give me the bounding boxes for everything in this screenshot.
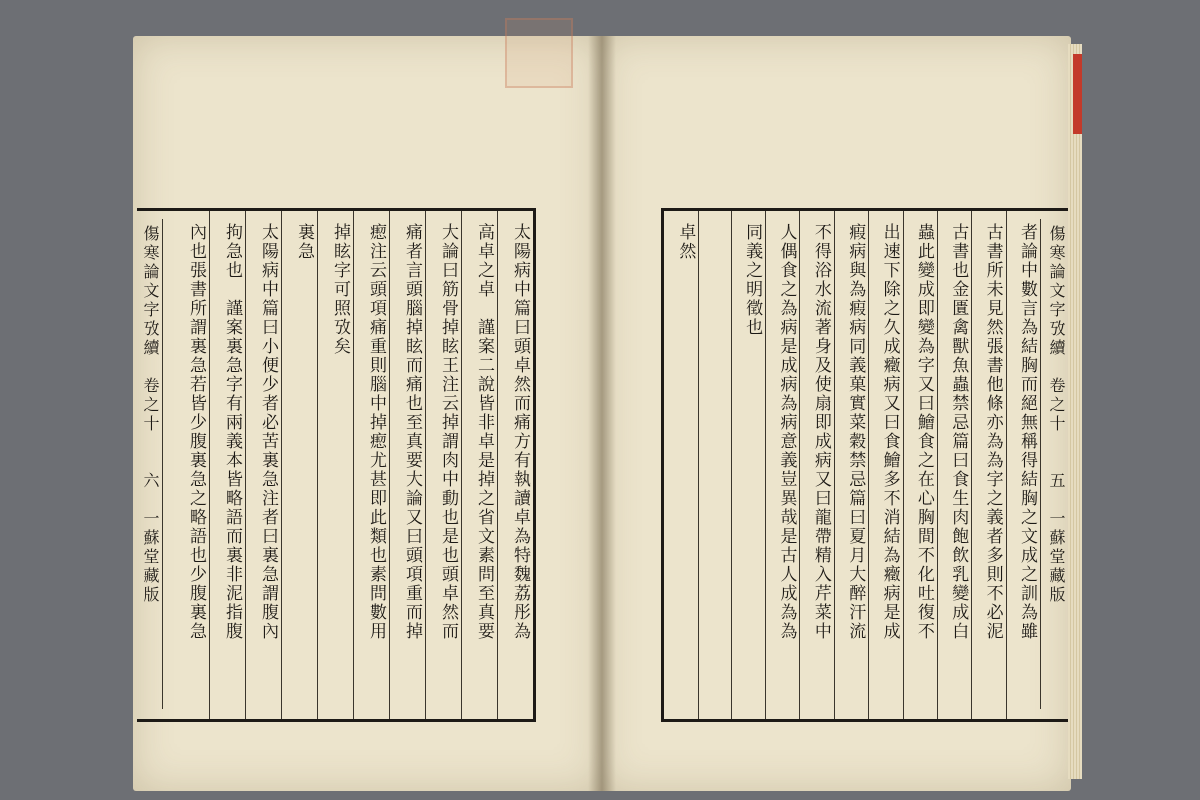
text-column <box>698 211 730 719</box>
text-column: 古書也金匱禽獸魚蟲禁忌篇曰食生肉飽飲乳變成白 <box>937 211 971 719</box>
text-column: 大論曰筋骨掉眩王注云掉謂肉中動也是也頭卓然而 <box>425 211 461 719</box>
text-column: 裏急 <box>281 211 317 719</box>
book-gutter <box>588 36 616 791</box>
text-column: 掉眩字可照攷矣 <box>317 211 353 719</box>
text-column: 卓然 <box>675 223 696 261</box>
right-text-frame <box>661 208 1071 722</box>
text-column: 蟲此變成即變為字又曰鱠食之在心胸間不化吐復不 <box>903 211 937 719</box>
text-column: 痛者言頭腦掉眩而痛也至真要大論又曰頭項重而掉 <box>389 211 425 719</box>
page-edges <box>1068 44 1082 779</box>
left-text-frame <box>137 208 536 722</box>
text-column: 人偶食之為病是成病為病意義豈異哉是古人成為為 <box>765 211 799 719</box>
text-column: 出速下除之久成癥病又曰食鱠多不消結為癥病是成 <box>868 211 902 719</box>
left-margin-label: 傷寒論文字攷續 卷之十 六 一蘇堂藏版 <box>137 219 163 709</box>
right-page <box>601 36 1071 791</box>
red-bookmark-tab <box>1073 54 1082 134</box>
right-margin-label: 傷寒論文字攷續 卷之十 五 一蘇堂藏版 <box>1040 219 1068 709</box>
text-column: 古書所未見然張書他條亦為為字之義者多則不必泥 <box>971 211 1005 719</box>
text-column: 高卓之卓 謹案二說皆非卓是掉之省文素問至真要 <box>461 211 497 719</box>
text-column: 拘急也 謹案裏急字有兩義本皆略語而裏非泥指腹 <box>209 211 245 719</box>
text-column: 內也張書所謂裏急若皆少腹裏急之略語也少腹裏急 <box>186 223 206 641</box>
right-columns <box>664 211 1040 719</box>
left-columns <box>163 211 533 719</box>
text-column: 同義之明徵也 <box>731 211 765 719</box>
text-column: 太陽病中篇曰頭卓然而痛方有執讀卓為特魏荔彤為 <box>497 211 533 719</box>
text-column: 太陽病中篇曰小便少者必苦裏急注者曰裏急謂腹內 <box>245 211 281 719</box>
left-page <box>133 36 601 791</box>
text-column: 者論中數言為結胸而絕無稱得結胸之文成之訓為雖 <box>1006 211 1040 719</box>
library-seal <box>505 18 573 88</box>
text-column: 瘕病與為瘕病同義菓實菜穀禁忌篇曰夏月大醉汗流 <box>834 211 868 719</box>
text-column: 瘛注云頭項痛重則腦中掉瘛尤甚即此類也素問數用 <box>353 211 389 719</box>
text-column: 不得浴水流著身及使扇即成病又曰龍帶精入芹菜中 <box>799 211 833 719</box>
open-book <box>133 28 1083 788</box>
